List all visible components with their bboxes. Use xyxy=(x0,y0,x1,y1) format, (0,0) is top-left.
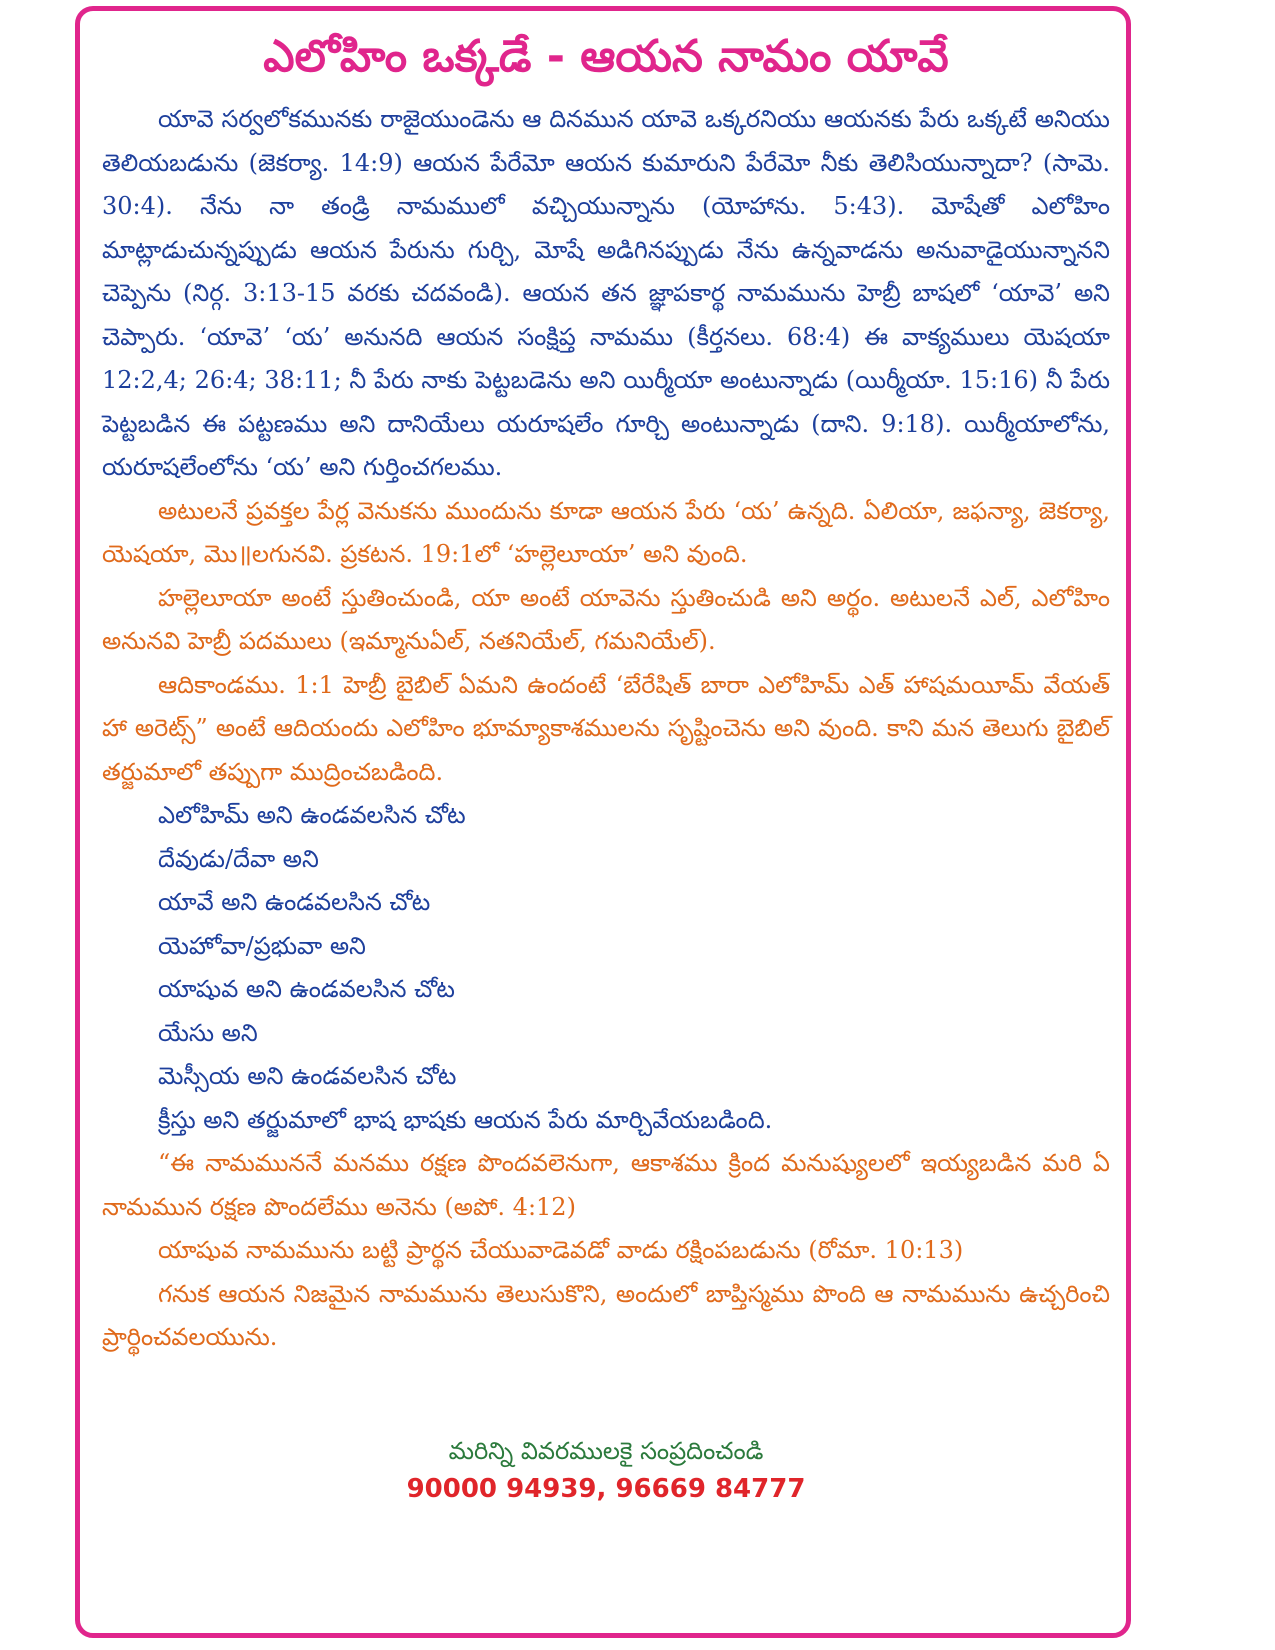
contact-phone-numbers: 90000 94939, 96669 84777 xyxy=(406,1474,806,1504)
page-title: ఎలోహిం ఒక్కడే - ఆయన నామం యావే xyxy=(263,31,949,82)
list-item: దేవుడు/దేవా అని xyxy=(158,844,319,873)
list-item: క్రీస్తు అని తర్జుమాలో భాష భాషకు ఆయన పేరు మార్చివేయబడింది. xyxy=(158,1105,773,1134)
list-item: మెస్సీయ అని ఉండవలసిన చోట xyxy=(158,1062,457,1090)
genesis-paragraph: ఆదికాండము. 1:1 హెబ్రీ బైబిల్ ఏమని ఉందంటే ‘బేరేషిత్ బారా ఎలోహిమ్ ఎత్ హాషమయీమ్ వేయత్ హా అరెట్స్” అంటే ఆదియందు ఎలోహిం భూమ్యాకాశములను సృష్టించెను అని వుంది. కాని మన తెలుగు బైబిల్ తర్జుమాలో తప్పుగా ముద్రించబడింది. xyxy=(102,670,1110,786)
intro-paragraph: యావె సర్వలోకమునకు రాజైయుండెను ఆ దినమున యావె ఒక్కరనియు ఆయనకు పేరు ఒక్కటే అనియు తెలియబడును (జెకర్యా. 14:9) ఆయన పేరేమో ఆయన కుమారుని పేరేమో నీకు తెలిసియున్నాదా? (సామె. 30:4). నేను నా తండ్రి నామములో వచ్చియున్నాను (యోహాను. 5:43). మోషేతో ఎలోహిం మాట్లాడుచున్నప్పుడు ఆయన పేరును గుర్చి, మోషే అడిగినప్పుడు నేను ఉన్నవాడను అనువాడైయున్నానని చెప్పెను (నిర్గ. 3:13-15 వరకు చదవండి). ఆయన తన జ్ఞాపకార్థ నామమును హెబ్రీ బాషలో ‘యావె’ అని చెప్పారు. ‘యావె’ ‘య’ అనునది ఆయన సంక్షిప్త నామము (కీర్తనలు. 68:4) ఈ వాక్యములు యెషయా 12:2,4; 26:4; 38:11; నీ పేరు నాకు పెట్టబడెను అని యిర్మీయా అంటున్నాడు (యిర్మీయా. 15:16) నీ పేరు పెట్టబడిన ఈ పట్టణము అని దానియేలు యరూషలేం గూర్చి అంటున్నాడు (దాని. 9:18). యిర్మీయాలోను, యరూషలేంలోను ‘య’ అని గుర్తించగలము. xyxy=(102,105,1110,481)
list-item: ఎలోహిమ్ అని ఉండవలసిన చోట xyxy=(158,801,466,829)
conclusion-paragraph: గనుక ఆయన నిజమైన నామమును తెలుసుకొని, అందులో బాప్తిస్మము పొంది ఆ నామమును ఉచ్చరించి ప్రార్థించవలయును. xyxy=(102,1279,1110,1351)
list-item: యాషువ అని ఉండవలసిన చోట xyxy=(158,975,455,1003)
contact-note: మరిన్ని వివరములకై సంప్రదించండి xyxy=(448,1437,764,1465)
list-item: యావే అని ఉండవలసిన చోట xyxy=(158,888,431,916)
list-item: యేసు అని xyxy=(158,1018,258,1047)
list-item: యెహోవా/ప్రభువా అని xyxy=(158,931,366,960)
acts-paragraph: “ఈ నామముననే మనము రక్షణ పొందవలెనుగా, ఆకాశము క్రింద మనుష్యులలో ఇయ్యబడిన మరి ఏ నామమున రక్షణ పొందలేము అనెను (అపో. 4:12) xyxy=(102,1149,1110,1221)
footer xyxy=(102,1432,1110,1508)
romans-paragraph: యాషువ నామమును బట్టి ప్రార్థన చేయువాడెవడో వాడు రక్షింపబడును (రోమా. 10:13) xyxy=(158,1236,964,1264)
document-body xyxy=(102,20,1110,1360)
hallelujah-paragraph: హల్లెలూయా అంటే స్తుతించుండి, యా అంటే యావెను స్తుతించుడి అని అర్థం. అటులనే ఎల్, ఎలోహిం అనునవి హెబ్రీ పదములు (ఇమ్మానుఏల్, నతనియేల్, గమనియేల్). xyxy=(102,583,1110,655)
prophets-paragraph: అటులనే ప్రవక్తల పేర్ల వెనుకను ముందును కూడా ఆయన పేరు ‘య’ ఉన్నది. ఏలియా, జఫన్యా, జెకర్యా, యెషయా, మొ॥లగునవి. ప్రకటన. 19:1లో ‘హల్లెలూయా’ అని వుంది. xyxy=(102,496,1110,568)
translation-list xyxy=(102,794,1110,1142)
